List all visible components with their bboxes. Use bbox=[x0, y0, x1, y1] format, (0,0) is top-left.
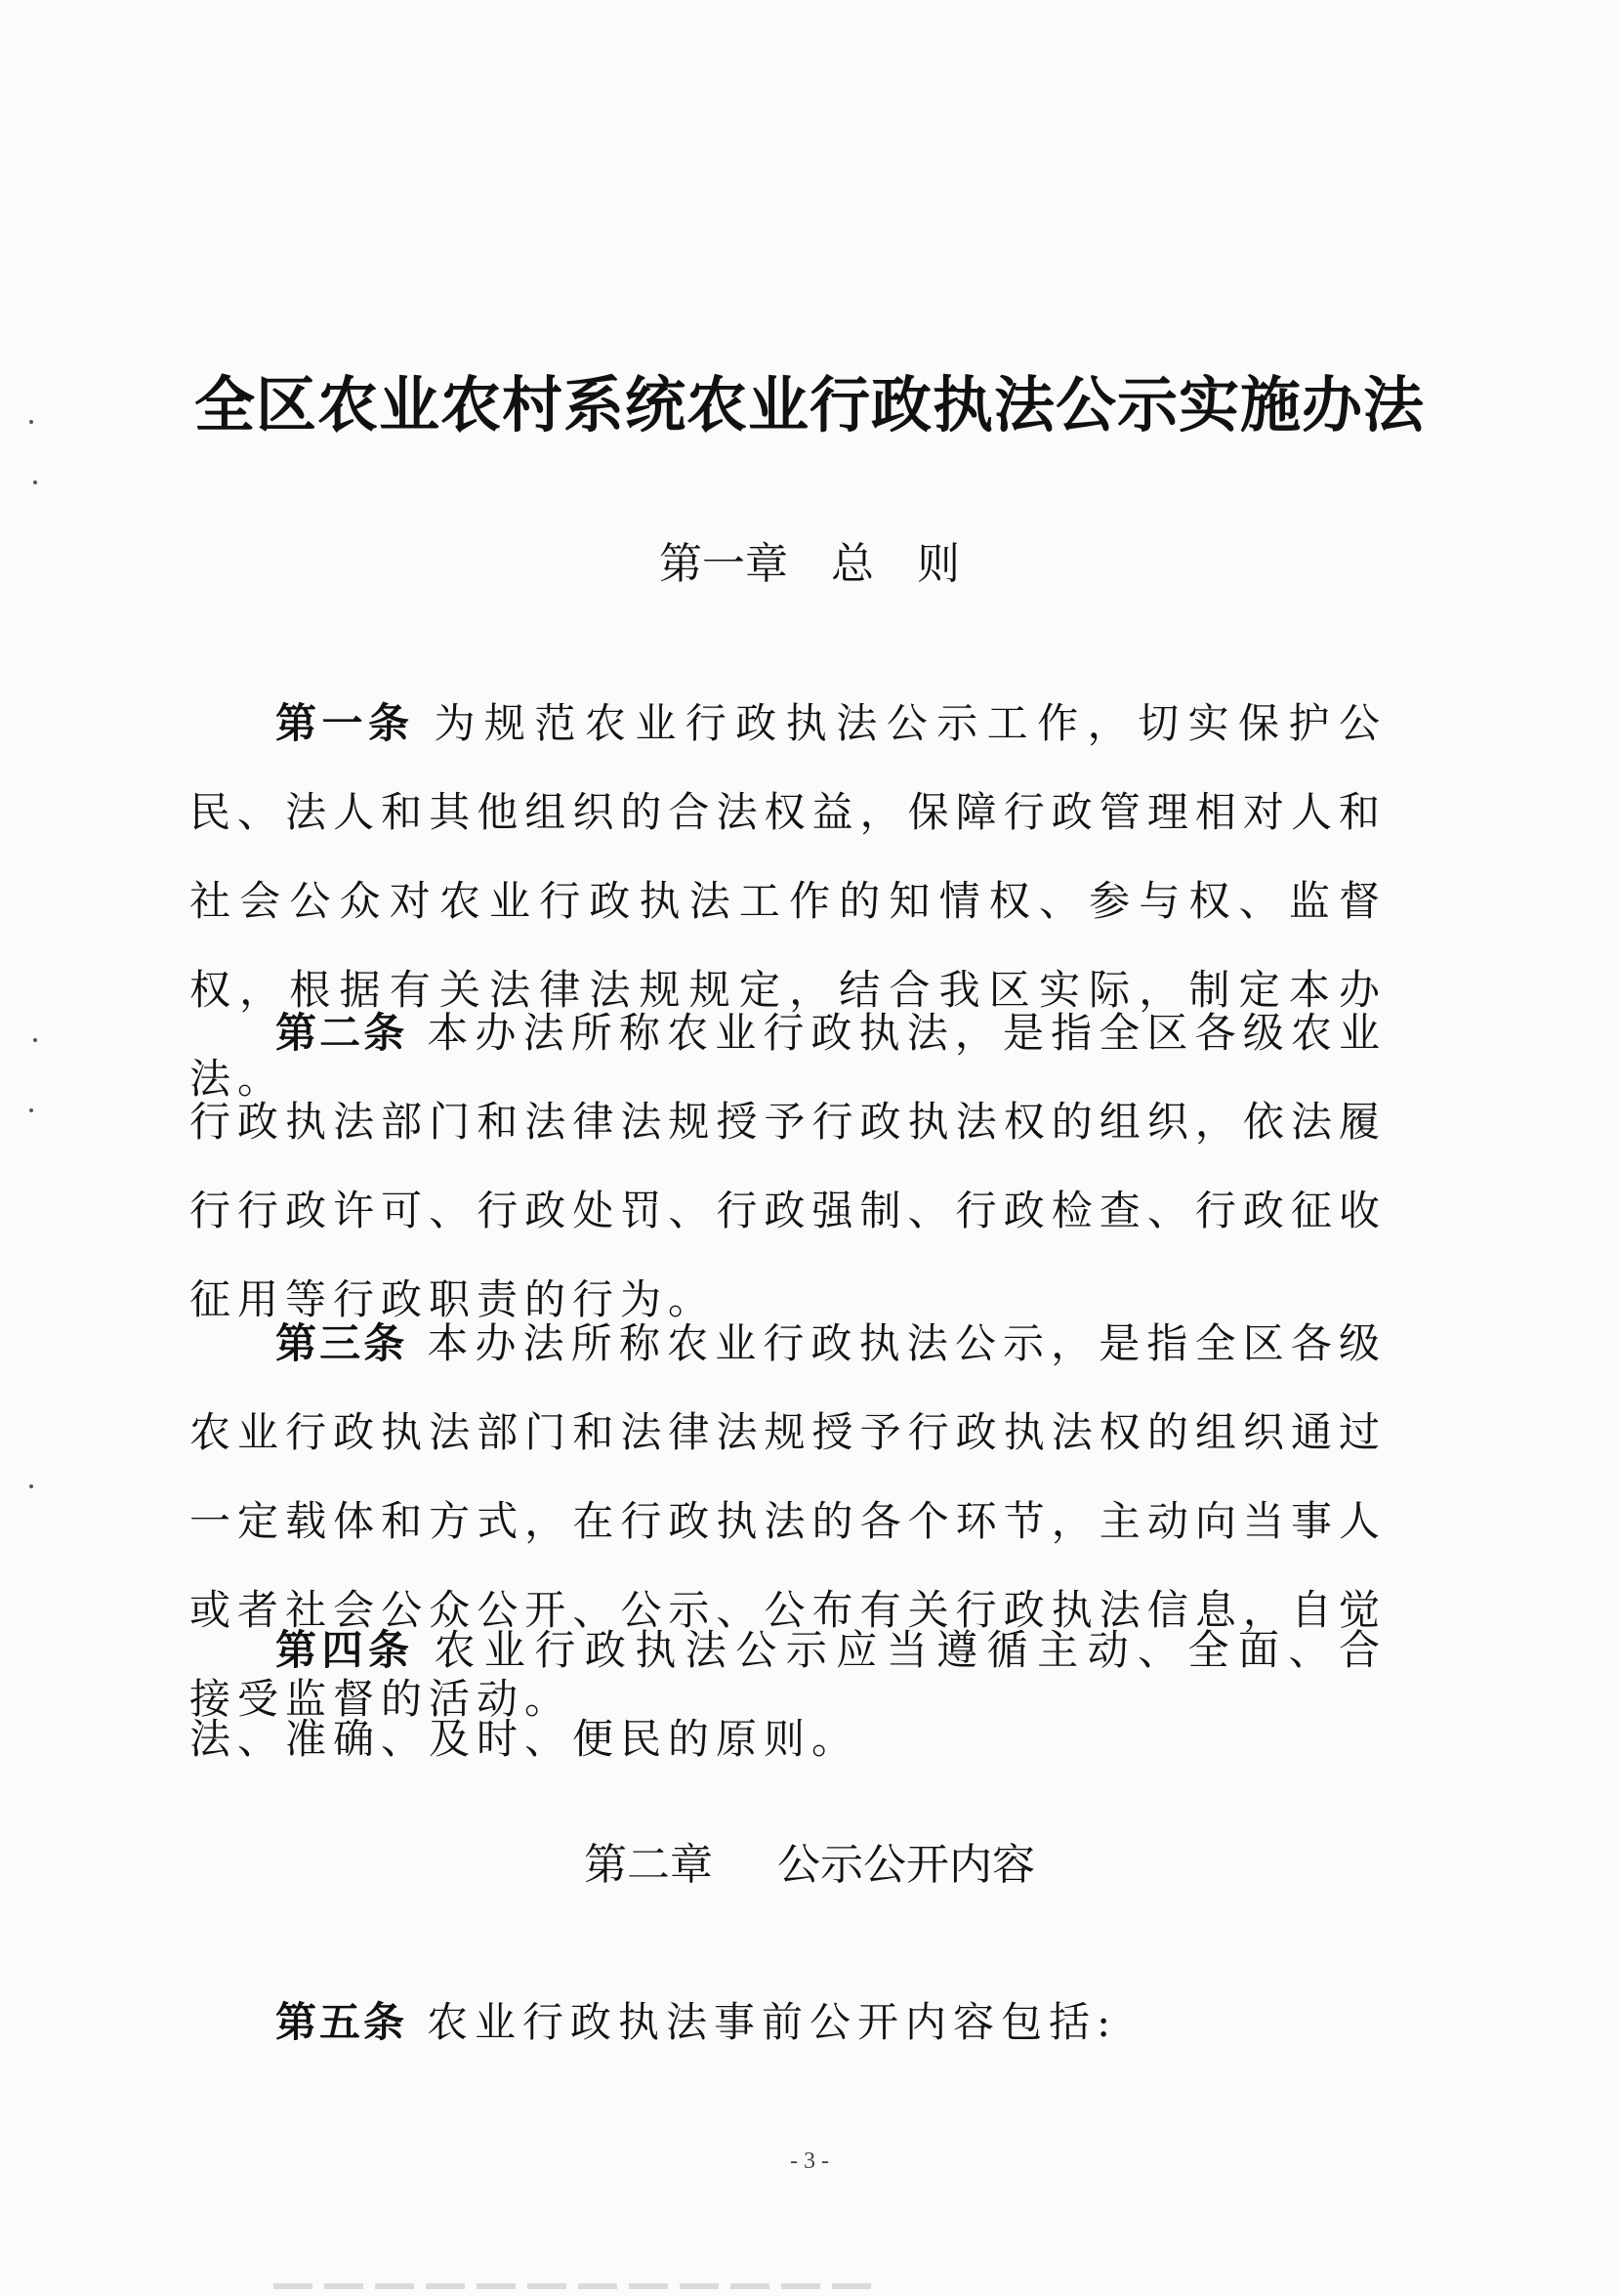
chapter-number: 第二章 bbox=[584, 1840, 713, 1890]
article-4 bbox=[189, 1606, 1387, 1783]
article-text: 农业行政执法公示应当遵循主动、全面、合法、准确、及时、便民的原则。 bbox=[189, 1626, 1387, 1763]
article-label: 第二条 bbox=[275, 1009, 408, 1057]
article-text: 本办法所称农业行政执法公示，是指全区各级农业行政执法部门和法律法规授予行政执法权的组织通过一定载体和方式，在行政执法的各个环节，主动向当事人或者社会公众公开、公示、公布有关行政执法信息，自觉接受监督的活动。 bbox=[189, 1319, 1387, 1723]
scan-speck bbox=[29, 1484, 33, 1488]
article-5 bbox=[189, 1978, 1387, 2066]
article-label: 第五条 bbox=[275, 1998, 408, 2046]
document-title: 全区农业农村系统农业行政执法公示实施办法 bbox=[193, 369, 1425, 440]
chapter-heading-1 bbox=[0, 535, 1619, 594]
article-label: 第三条 bbox=[275, 1319, 408, 1367]
scan-speck bbox=[29, 1108, 33, 1112]
next-page-bleed bbox=[273, 2283, 879, 2289]
chapter-number: 第一章 bbox=[659, 539, 788, 589]
chapter-name: 总 则 bbox=[831, 539, 960, 589]
article-text: 为规范农业行政执法公示工作，切实保护公民、法人和其他组织的合法权益，保障行政管理相对人和社会公众对农业行政执法工作的知情权、参与权、监督权，根据有关法律法规规定，结合我区实际，制定本办法。 bbox=[189, 699, 1387, 1103]
page-number: - 3 - bbox=[790, 2149, 829, 2174]
article-label: 第一条 bbox=[275, 699, 415, 747]
article-text: 农业行政执法事前公开内容包括: bbox=[427, 1998, 1118, 2046]
article-label: 第四条 bbox=[275, 1626, 415, 1674]
chapter-name: 公示公开内容 bbox=[777, 1840, 1035, 1890]
article-text: 本办法所称农业行政执法，是指全区各级农业行政执法部门和法律法规授予行政执法权的组织，依法履行行政许可、行政处罚、行政强制、行政检查、行政征收征用等行政职责的行为。 bbox=[189, 1009, 1387, 1323]
chapter-heading-2 bbox=[0, 1836, 1619, 1895]
scan-speck bbox=[33, 480, 37, 484]
article-2 bbox=[189, 988, 1387, 1344]
scan-speck bbox=[33, 1038, 37, 1042]
